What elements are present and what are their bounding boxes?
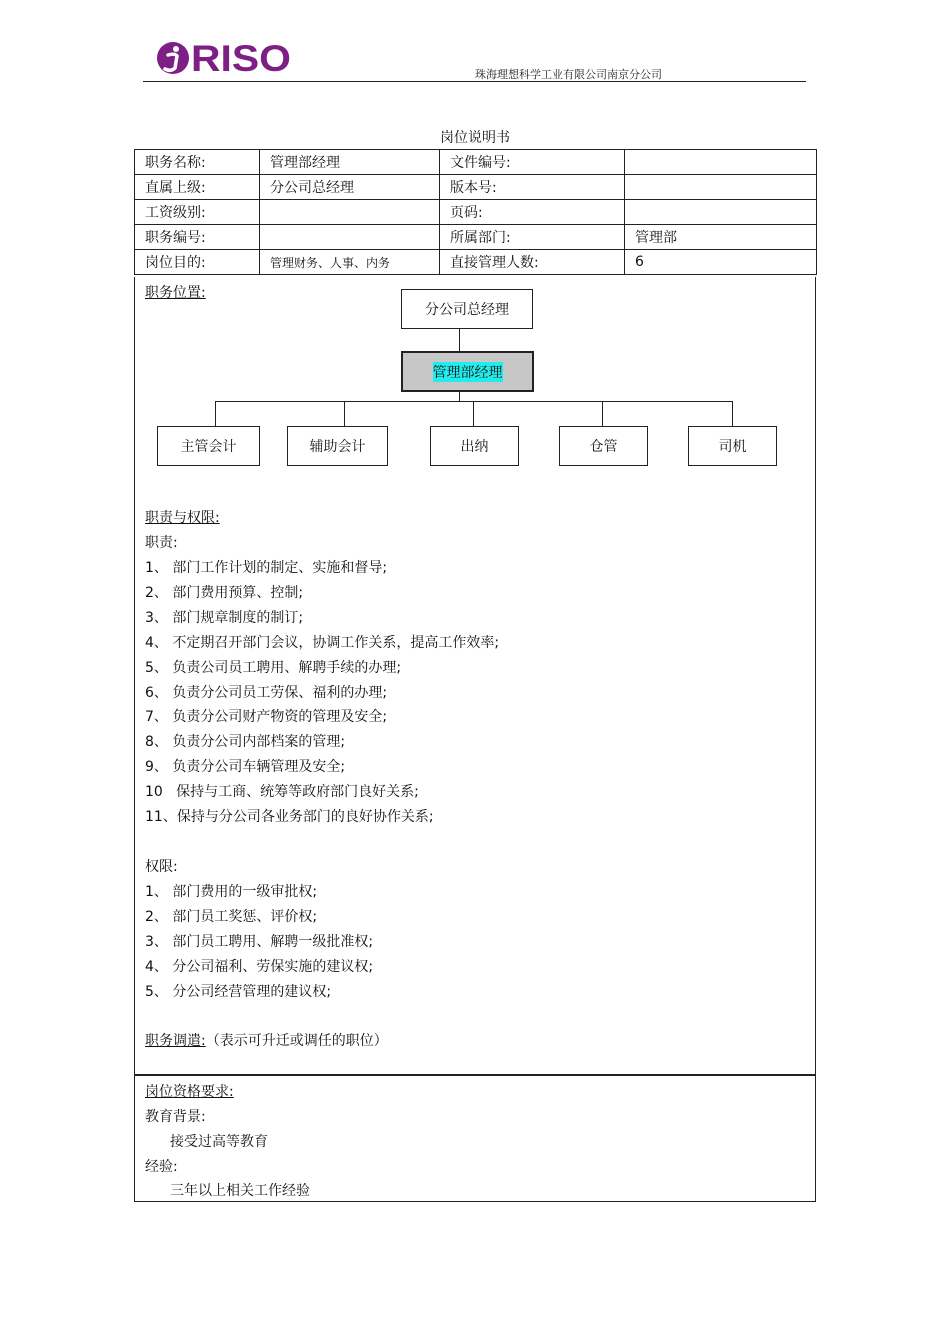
experience-label: 经验: bbox=[145, 1159, 178, 1175]
org-connector bbox=[459, 328, 460, 351]
list-item: 7、 负责分公司财产物资的管理及安全; bbox=[145, 709, 388, 725]
authority-label: 权限: bbox=[145, 859, 178, 875]
field-label: 页码: bbox=[440, 200, 625, 225]
list-item: 9、 负责分公司车辆管理及安全; bbox=[145, 759, 346, 775]
riso-logo bbox=[155, 38, 295, 78]
field-label: 岗位目的: bbox=[135, 250, 260, 275]
qualification-heading: 岗位资格要求: bbox=[145, 1084, 234, 1100]
field-label: 版本号: bbox=[440, 175, 625, 200]
education-value: 接受过高等教育 bbox=[170, 1134, 268, 1150]
org-box-general-manager: 分公司总经理 bbox=[401, 289, 533, 329]
field-value: 6 bbox=[625, 250, 817, 275]
org-box-subordinate: 仓管 bbox=[559, 426, 648, 466]
document-title: 岗位说明书 bbox=[440, 130, 510, 146]
list-item: 10 保持与工商、统筹等政府部门良好关系; bbox=[145, 784, 419, 800]
list-item: 3、 部门规章制度的制订; bbox=[145, 610, 304, 626]
list-item: 8、 负责分公司内部档案的管理; bbox=[145, 734, 346, 750]
table-row bbox=[135, 225, 817, 250]
current-position-label: 管理部经理 bbox=[433, 362, 503, 382]
svg-text:RISO: RISO bbox=[191, 38, 291, 78]
list-item: 1、 部门费用的一级审批权; bbox=[145, 884, 318, 900]
list-item: 2、 部门员工奖惩、评价权; bbox=[145, 909, 318, 925]
company-name: 珠海理想科学工业有限公司南京分公司 bbox=[475, 68, 662, 81]
org-box-subordinate: 司机 bbox=[688, 426, 777, 466]
field-label: 工资级别: bbox=[135, 200, 260, 225]
responsibilities-heading: 职责与权限: bbox=[145, 510, 220, 526]
transfer-note: （表示可升迁或调任的职位） bbox=[205, 1033, 388, 1049]
list-item: 11、保持与分公司各业务部门的良好协作关系; bbox=[145, 809, 434, 825]
field-value bbox=[625, 200, 817, 225]
transfer-label: 职务调遣: bbox=[145, 1033, 206, 1049]
org-connector bbox=[215, 401, 216, 426]
table-row bbox=[135, 250, 817, 275]
experience-value: 三年以上相关工作经验 bbox=[170, 1183, 310, 1199]
list-item: 3、 部门员工聘用、解聘一级批准权; bbox=[145, 934, 374, 950]
job-info-table bbox=[134, 149, 817, 275]
field-label: 直属上级: bbox=[135, 175, 260, 200]
org-connector bbox=[344, 401, 345, 426]
field-label: 职务编号: bbox=[135, 225, 260, 250]
table-row bbox=[135, 150, 817, 175]
field-value bbox=[260, 200, 440, 225]
field-value: 管理部经理 bbox=[260, 150, 440, 175]
field-value bbox=[260, 225, 440, 250]
transfer-line bbox=[145, 1030, 388, 1050]
field-value: 分公司总经理 bbox=[260, 175, 440, 200]
table-row bbox=[135, 200, 817, 225]
education-label: 教育背景: bbox=[145, 1109, 206, 1125]
header-divider bbox=[143, 81, 806, 82]
org-box-subordinate: 辅助会计 bbox=[287, 426, 388, 466]
list-item: 5、 分公司经营管理的建议权; bbox=[145, 984, 332, 1000]
field-label: 职务名称: bbox=[135, 150, 260, 175]
position-label: 职务位置: bbox=[145, 285, 206, 301]
list-item: 4、 不定期召开部门会议，协调工作关系，提高工作效率; bbox=[145, 635, 500, 651]
list-item: 5、 负责公司员工聘用、解聘手续的办理; bbox=[145, 660, 402, 676]
org-connector bbox=[732, 401, 733, 426]
duties-label: 职责: bbox=[145, 535, 178, 551]
table-row bbox=[135, 175, 817, 200]
org-connector bbox=[473, 401, 474, 426]
org-connector bbox=[602, 401, 603, 426]
list-item: 1、 部门工作计划的制定、实施和督导; bbox=[145, 560, 388, 576]
org-box-subordinate: 出纳 bbox=[430, 426, 519, 466]
field-label: 直接管理人数: bbox=[440, 250, 625, 275]
field-label: 所属部门: bbox=[440, 225, 625, 250]
org-box-current-position bbox=[401, 351, 534, 392]
list-item: 6、 负责分公司员工劳保、福利的办理; bbox=[145, 685, 388, 701]
field-value bbox=[625, 175, 817, 200]
org-connector bbox=[215, 401, 733, 402]
list-item: 2、 部门费用预算、控制; bbox=[145, 585, 304, 601]
field-value: 管理财务、人事、内务 bbox=[260, 250, 440, 275]
field-value: 管理部 bbox=[625, 225, 817, 250]
field-label: 文件编号: bbox=[440, 150, 625, 175]
list-item: 4、 分公司福利、劳保实施的建议权; bbox=[145, 959, 374, 975]
field-value bbox=[625, 150, 817, 175]
org-box-subordinate: 主管会计 bbox=[157, 426, 260, 466]
